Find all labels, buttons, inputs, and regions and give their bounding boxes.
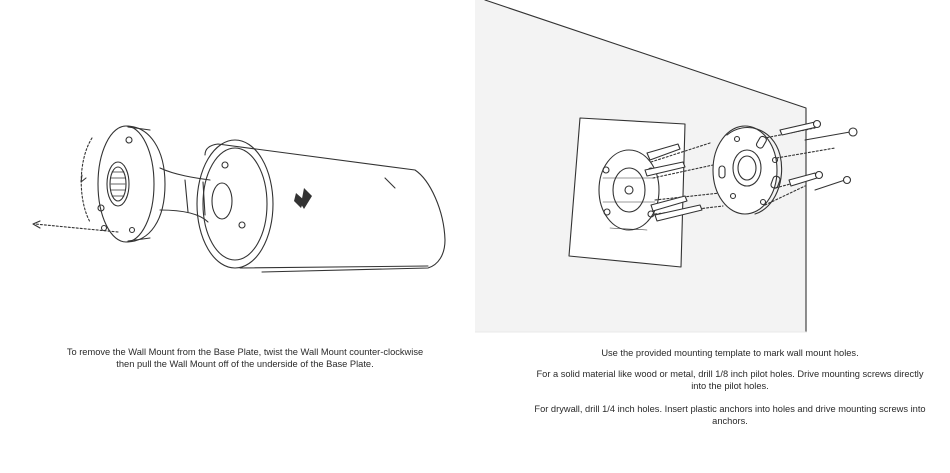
brand-logo-icon xyxy=(294,188,312,209)
left-instruction-caption: To remove the Wall Mount from the Base Plate, twist the Wall Mount counter-clockwise then pull the Wall Mount off of the underside of the Base Plate. xyxy=(66,347,424,369)
camera-removal-illustration xyxy=(0,0,475,340)
solid-material-instruction-caption: For a solid material like wood or metal, drill 1/8 inch pilot holes. Drive mounting screws directly into the pilot holes. xyxy=(536,369,924,391)
drywall-instruction-caption: For drywall, drill 1/4 inch holes. Insert plastic anchors into holes and drive mounting screws into anchors. xyxy=(534,404,926,426)
template-instruction-caption: Use the provided mounting template to mark wall mount holes. xyxy=(601,348,859,358)
wall-mount-installation-illustration xyxy=(475,0,950,340)
